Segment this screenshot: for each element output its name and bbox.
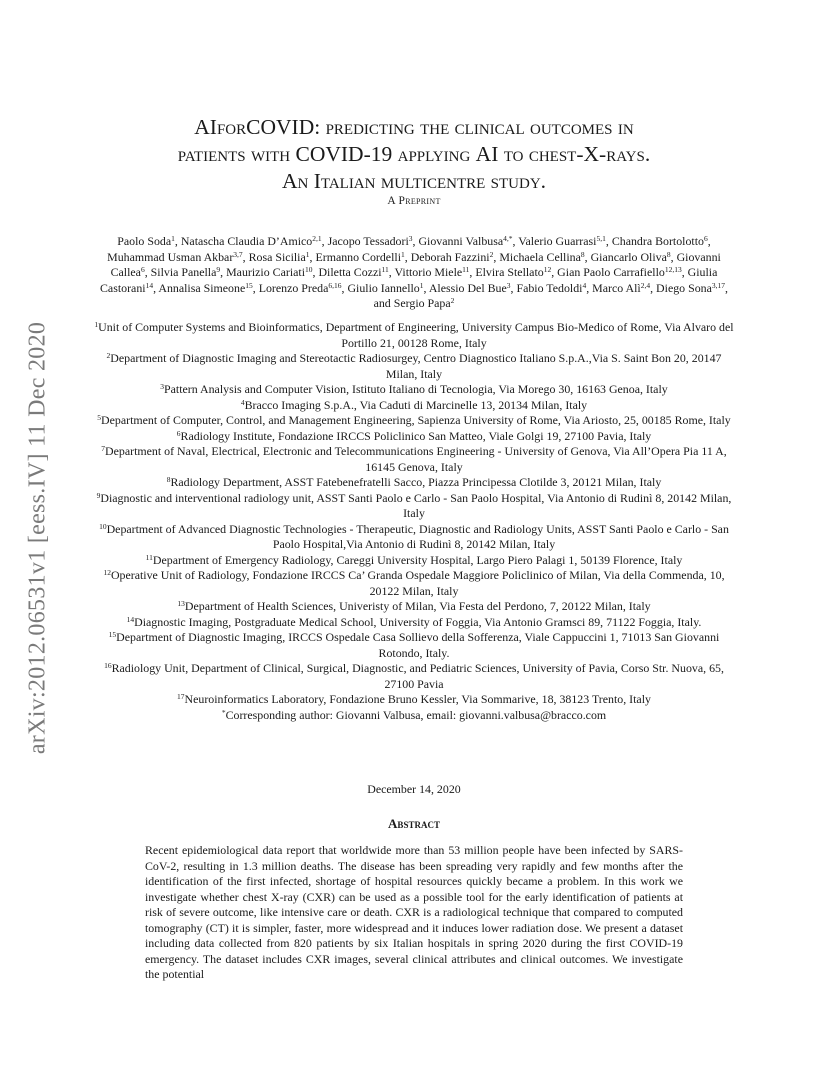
author-affiliation-marker: 4,* <box>503 234 513 243</box>
affiliation-text: Department of Health Sciences, Univeristy of Milan, Via Festa del Perdono, 7, 20122 Milan, Italy <box>184 599 651 613</box>
author-affiliation-marker: 1 <box>419 280 424 290</box>
author-separator: , <box>551 265 558 279</box>
affiliation-item <box>92 522 736 553</box>
author-affiliation-marker: 1 <box>171 234 175 243</box>
author-affiliation-marker: 5,1 <box>596 234 606 243</box>
author-name: Diletta Cozzi <box>318 265 382 279</box>
affiliation-text: Diagnostic Imaging, Postgraduate Medical School, University of Foggia, Via Antonio Gramsci 89, 71122 Foggia, Italy. <box>134 614 702 629</box>
author-separator: , <box>252 280 259 295</box>
author-affiliation-marker: 6 <box>703 234 708 243</box>
affiliation-text: Department of Computer, Control, and Management Engineering, Sapienza University of Rome, Via Ariosto, 25, 00185 Rome, Italy <box>101 413 731 427</box>
author-separator: , and <box>373 280 728 310</box>
affiliation-text: Bracco Imaging S.p.A., Via Caduti di Marcinelle 13, 20134 Milan, Italy <box>244 397 588 412</box>
author-list <box>100 234 728 312</box>
author-affiliation-marker: 8 <box>666 249 671 259</box>
affiliation-item <box>92 398 736 414</box>
title-segment: -rays. <box>599 142 651 166</box>
affiliation-marker: 1 <box>94 320 99 329</box>
title-segment: I <box>313 169 321 193</box>
author-name: Marco Alì <box>592 280 641 295</box>
author-name: Giovanni Callea <box>110 249 721 279</box>
affiliation-text: Department of Naval, Electrical, Electronic and Telecommunications Engineering - University of Genova, Via All’Opera Pia 11 A, 16145 Genova, Italy <box>105 444 727 474</box>
author-affiliation-marker: 2,1 <box>312 234 322 243</box>
affiliation-text: Radiology Institute, Fondazione IRCCS Policlinico San Matteo, Viale Golgi 19, 27100 Pavia, Italy <box>180 428 652 443</box>
affiliation-item <box>92 599 736 615</box>
author-separator: , <box>321 234 328 248</box>
affiliation-list <box>92 320 736 723</box>
author-separator: , <box>510 280 517 295</box>
author-name: Giulio Iannello <box>347 280 420 295</box>
title-line <box>104 168 724 195</box>
author-affiliation-marker: 12 <box>543 265 552 274</box>
affiliation-item <box>92 661 736 692</box>
title-segment: AI <box>194 115 217 139</box>
affiliation-item <box>92 382 736 398</box>
affiliation-text: Department of Advanced Diagnostic Technologies - Therapeutic, Diagnostic and Radiology Units, ASST Santi Paolo e Carlo - San Paolo Hospital,Via Antonio di Rudinì 8, 20142 Milan, Italy <box>106 521 729 551</box>
affiliation-text: Corresponding author: Giovanni Valbusa, email: giovanni.valbusa@bracco.com <box>225 707 607 722</box>
affiliation-text: Department of Diagnostic Imaging and Stereotactic Radiosurgey, Centro Diagnostico Italiano S.p.A.,Via S. Saint Bon 20, 20147 Milan, Italy <box>110 351 722 381</box>
author-affiliation-marker: 12,13 <box>664 265 682 274</box>
author-affiliation-marker: 6 <box>140 265 145 274</box>
author-name: Sergio Papa <box>393 296 451 310</box>
affiliation-text: Radiology Department, ASST Fatebenefratelli Sacco, Piazza Principessa Clotilde 3, 20121 Milan, Italy <box>170 475 662 489</box>
author-separator: , <box>512 234 519 248</box>
affiliation-item <box>92 320 736 351</box>
affiliation-text: Department of Diagnostic Imaging, IRCCS Ospedale Casa Sollievo della Sofferenza, Viale Cappuccini 1, 71013 San Giovanni Rotondo, Italy. <box>116 630 720 660</box>
author-affiliation-marker: 4 <box>582 280 587 290</box>
affiliation-item <box>92 475 736 491</box>
affiliation-marker: 10 <box>99 521 107 531</box>
author-separator: , <box>404 249 411 264</box>
author-separator: , <box>309 249 316 264</box>
affiliation-item <box>92 413 736 429</box>
affiliation-marker: 4 <box>240 397 245 407</box>
author-affiliation-marker: 1 <box>401 249 405 259</box>
affiliation-marker: 11 <box>145 552 153 562</box>
author-separator: , <box>423 280 429 295</box>
affiliation-text: Unit of Computer Systems and Bioinformatics, Department of Engineering, University Campus Bio-Medico of Rome, Via Alvaro del Portillo 21, 00128 Rome, Italy <box>98 320 734 350</box>
title-line <box>104 141 724 168</box>
affiliation-item <box>92 491 736 522</box>
affiliation-text: Pattern Analysis and Computer Vision, Istituto Italiano di Tecnologia, Via Morego 30, 16163 Genoa, Italy <box>164 382 668 396</box>
affiliation-marker: 3 <box>160 382 165 391</box>
affiliation-item <box>92 351 736 382</box>
author-affiliation-marker: 9 <box>216 265 221 274</box>
affiliation-item <box>92 444 736 475</box>
author-separator: , <box>341 280 348 295</box>
affiliation-item <box>92 553 736 569</box>
author-separator: , <box>707 234 711 248</box>
author-name: Michaela Cellina <box>499 249 581 264</box>
affiliation-item <box>92 708 736 724</box>
affiliation-item <box>92 615 736 631</box>
author-separator: , <box>412 234 419 248</box>
author-affiliation-marker: 3,17 <box>711 280 725 290</box>
author-separator: , <box>670 249 677 264</box>
author-name: Muhammad Usman Akbar <box>107 249 234 264</box>
author-affiliation-marker: 6,16 <box>328 280 342 290</box>
affiliation-marker: 7 <box>101 444 106 453</box>
author-separator: , <box>605 234 612 248</box>
author-name: Gian Paolo Carrafiello <box>557 265 665 279</box>
title-segment: for <box>216 115 247 139</box>
author-separator: , <box>650 280 657 295</box>
author-separator: , <box>153 280 159 295</box>
author-name: Annalisa Simeone <box>158 280 246 295</box>
title-segment: COVID <box>246 115 315 139</box>
affiliation-marker: 13 <box>177 599 185 608</box>
affiliation-marker: 2 <box>106 351 111 360</box>
author-name: Chandra Bortolotto <box>611 234 704 248</box>
author-separator: , <box>220 265 227 279</box>
affiliation-item <box>92 568 736 599</box>
author-name: Paolo Soda <box>117 234 172 248</box>
title-segment: patients with <box>177 142 296 166</box>
title-segment: : predicting the clinical outcomes in <box>314 115 634 139</box>
author-name: Ermanno Cordelli <box>315 249 401 264</box>
affiliation-text: Department of Emergency Radiology, Careggi University Hospital, Largo Piero Palagi 1, 50139 Florence, Italy <box>152 552 683 567</box>
title-segment: applying <box>392 142 476 166</box>
author-affiliation-marker: 3 <box>408 234 413 243</box>
affiliation-text: Operative Unit of Radiology, Fondazione IRCCS Ca’ Granda Ospedale Maggiore Policlinico of Milan, Via della Commenda, 10, 20122 Milan, Italy <box>110 568 725 598</box>
author-affiliation-marker: 1 <box>305 249 310 259</box>
preprint-label: A Preprint <box>387 195 441 207</box>
author-affiliation-marker: 14 <box>145 280 154 290</box>
author-separator: , <box>144 265 151 279</box>
author-separator: , <box>469 265 476 279</box>
author-name: Valerio Guarrasi <box>518 234 597 248</box>
author-separator: , <box>681 265 688 279</box>
author-name: Diego Sona <box>656 280 712 295</box>
author-name: Rosa Sicilia <box>248 249 306 264</box>
author-name: Jacopo Tessadori <box>327 234 409 248</box>
author-separator: , <box>174 234 181 248</box>
author-affiliation-marker: 15 <box>245 280 253 290</box>
author-name: Elvira Stellato <box>475 265 544 279</box>
affiliation-item <box>92 630 736 661</box>
title-segment: talian multicentre study. <box>320 169 547 193</box>
author-name: Lorenzo Preda <box>258 280 329 295</box>
author-affiliation-marker: 2,4 <box>640 280 651 290</box>
author-name: Alessio Del Bue <box>428 280 507 295</box>
author-affiliation-marker: 3 <box>506 280 511 290</box>
affiliation-marker: 5 <box>97 413 102 422</box>
author-name: Giovanni Valbusa <box>418 234 504 248</box>
author-affiliation-marker: 11 <box>462 265 470 274</box>
affiliation-text: Diagnostic and interventional radiology unit, ASST Santi Paolo e Carlo - San Paolo Hospital, Via Antonio di Rudinì 8, 20142 Milan, Italy <box>100 490 732 520</box>
affiliation-marker: 16 <box>104 661 112 670</box>
arxiv-side-stamp: arXiv:2012.06531v1 [eess.IV] 11 Dec 2020 <box>24 321 51 755</box>
author-affiliation-marker: 11 <box>381 265 389 274</box>
publication-date: December 14, 2020 <box>367 782 461 796</box>
affiliation-marker: 8 <box>166 475 171 484</box>
author-name: Natascha Claudia D’Amico <box>180 234 313 248</box>
title-segment: X <box>583 142 600 166</box>
affiliation-marker: 9 <box>96 490 101 500</box>
affiliation-marker: 12 <box>103 568 111 577</box>
author-separator: , <box>493 249 500 264</box>
author-name: Vittorio Miele <box>394 265 463 279</box>
author-separator: , <box>584 249 591 264</box>
author-affiliation-marker: 10 <box>305 265 313 274</box>
title-segment: COVID-19 <box>295 142 393 166</box>
author-name: Maurizio Cariati <box>226 265 306 279</box>
author-separator: , <box>312 265 319 279</box>
affiliation-item <box>92 429 736 445</box>
affiliation-marker: 17 <box>177 692 185 701</box>
abstract-heading: Abstract <box>388 816 440 831</box>
author-separator: , <box>388 265 395 279</box>
title-segment: n <box>297 169 314 193</box>
author-affiliation-marker: 2 <box>489 249 494 259</box>
title-segment: A <box>281 169 298 193</box>
abstract-body: Recent epidemiological data report that worldwide more than 53 million people have been infected by SARS-CoV-2, resulting in 1.3 million deaths. The disease has been spreading very rapidly and few months after the identification of the first infected, shortage of hospital resources quickly became a problem. In this work we investigate whether chest X-ray (CXR) can be used as a possible tool for the early identification of patients at risk of severe outcome, like intensive care or death. CXR is a radiological technique that compared to computed tomography (CT) it is simpler, faster, more widespread and it induces lower radiation dose. We present a dataset including data collected from 820 patients by six Italian hospitals in spring 2020 during the first COVID-19 emergency. The dataset includes CXR images, several clinical attributes and clinical outcomes. We investigate the potential <box>145 843 683 981</box>
title-line <box>104 114 724 141</box>
author-separator: , <box>586 280 593 295</box>
title-segment: AI <box>475 142 499 166</box>
author-name: Giancarlo Oliva <box>590 249 667 264</box>
affiliation-text: Radiology Unit, Department of Clinical, Surgical, Diagnostic, and Pediatric Sciences, University of Pavia, Corso Str. Nuova, 65, 27100 Pavia <box>111 661 724 691</box>
author-name: Deborah Fazzini <box>410 249 490 264</box>
affiliation-item <box>92 692 736 708</box>
affiliation-marker: 15 <box>108 630 117 639</box>
affiliation-marker: 6 <box>176 428 181 438</box>
author-name: Giulia Castorani <box>100 265 718 295</box>
paper-title <box>104 114 724 195</box>
title-segment: to chest- <box>498 142 584 166</box>
author-separator: , <box>242 249 249 264</box>
author-affiliation-marker: 3,7 <box>233 249 243 259</box>
affiliation-text: Neuroinformatics Laboratory, Fondazione Bruno Kessler, Via Sommarive, 18, 38123 Trento, Italy <box>184 692 651 706</box>
author-affiliation-marker: 8 <box>580 249 585 259</box>
author-affiliation-marker: 2 <box>450 296 455 305</box>
author-name: Silvia Panella <box>150 265 217 279</box>
author-name: Fabio Tedoldi <box>516 280 583 295</box>
affiliation-marker: * <box>221 707 226 717</box>
affiliation-marker: 14 <box>126 614 135 624</box>
